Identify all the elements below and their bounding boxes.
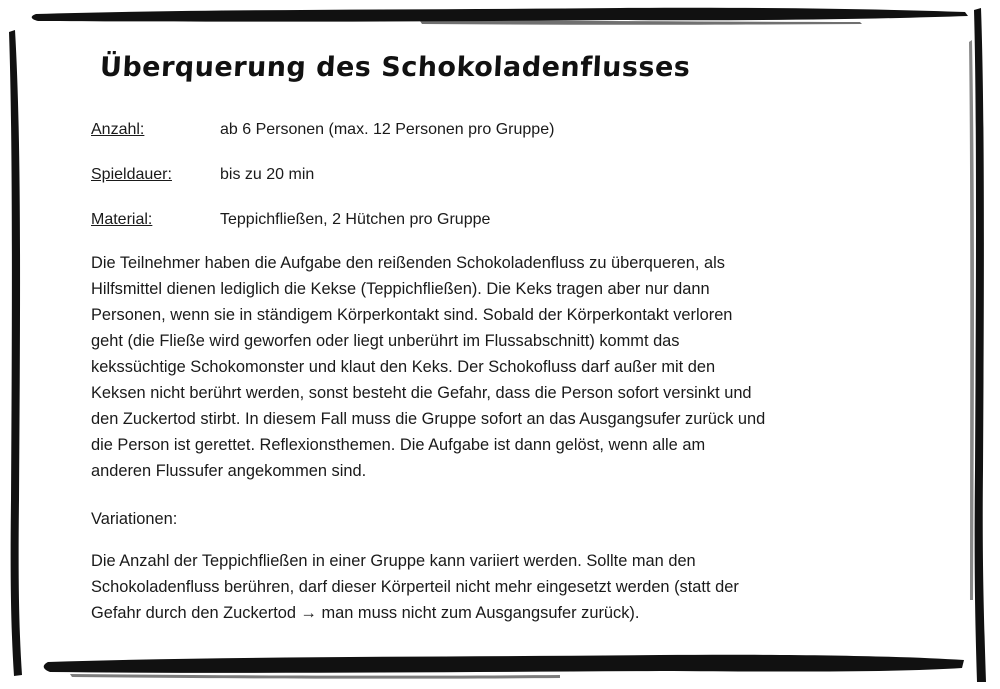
page-title: Überquerung des Schokoladenflusses bbox=[99, 52, 692, 83]
variations-line: Gefahr durch den Zuckertod → man muss nicht zum Ausgangsufer zurück). bbox=[91, 604, 640, 622]
description-line: Personen, wenn sie in ständigem Körperkontakt sind. Sobald der Körperkontakt verloren bbox=[91, 306, 733, 324]
variations-heading-text: Variationen: bbox=[91, 510, 178, 528]
description-line: Keksen nicht berührt werden, sonst besteht die Gefahr, dass die Person sofort versinkt und bbox=[91, 384, 752, 402]
description-paragraph bbox=[91, 250, 926, 484]
meta-value: bis zu 20 min bbox=[220, 166, 315, 183]
brush-stroke-bottom bbox=[44, 655, 964, 673]
brush-stroke-left bbox=[9, 30, 22, 676]
brush-stroke-top bbox=[32, 8, 968, 22]
meta-value: ab 6 Personen (max. 12 Personen pro Gruppe) bbox=[220, 121, 555, 138]
meta-value: Teppichfließen, 2 Hütchen pro Gruppe bbox=[220, 211, 491, 228]
brush-stroke-top-thin bbox=[420, 21, 862, 25]
description-line: die Person ist gerettet. Reflexionsthemen. Die Aufgabe ist dann gelöst, wenn alle am bbox=[91, 436, 706, 454]
brush-stroke-bottom-thin bbox=[70, 674, 560, 679]
variations-line: Die Anzahl der Teppichfließen in einer Gruppe kann variiert werden. Sollte man den bbox=[91, 552, 696, 570]
brush-stroke-right bbox=[974, 8, 986, 682]
description-line: den Zuckertod stirbt. In diesem Fall muss die Gruppe sofort an das Ausgangsufer zurück und bbox=[91, 410, 766, 428]
description-line: kekssüchtige Schokomonster und klaut den Keks. Der Schokofluss darf außer mit den bbox=[91, 358, 716, 376]
brush-stroke-right-thin bbox=[969, 40, 974, 600]
variations-heading bbox=[91, 506, 926, 532]
description-line: Hilfsmittel dienen lediglich die Kekse (Teppichfließen). Die Keks tragen aber nur dann bbox=[91, 280, 710, 298]
variations-paragraph bbox=[91, 548, 926, 626]
description-line: Die Teilnehmer haben die Aufgabe den reißenden Schokoladenfluss zu überqueren, als bbox=[91, 254, 725, 272]
meta-label: Spieldauer: bbox=[91, 166, 172, 183]
variations-line: Schokoladenfluss berühren, darf dieser Körperteil nicht mehr eingesetzt werden (statt der bbox=[91, 578, 739, 596]
description-line: geht (die Fließe wird geworfen oder liegt unberührt im Flussabschnitt) kommt das bbox=[91, 332, 680, 350]
meta-label: Material: bbox=[91, 211, 153, 228]
meta-label: Anzahl: bbox=[91, 121, 145, 138]
description-line: anderen Flussufer angekommen sind. bbox=[91, 462, 367, 480]
